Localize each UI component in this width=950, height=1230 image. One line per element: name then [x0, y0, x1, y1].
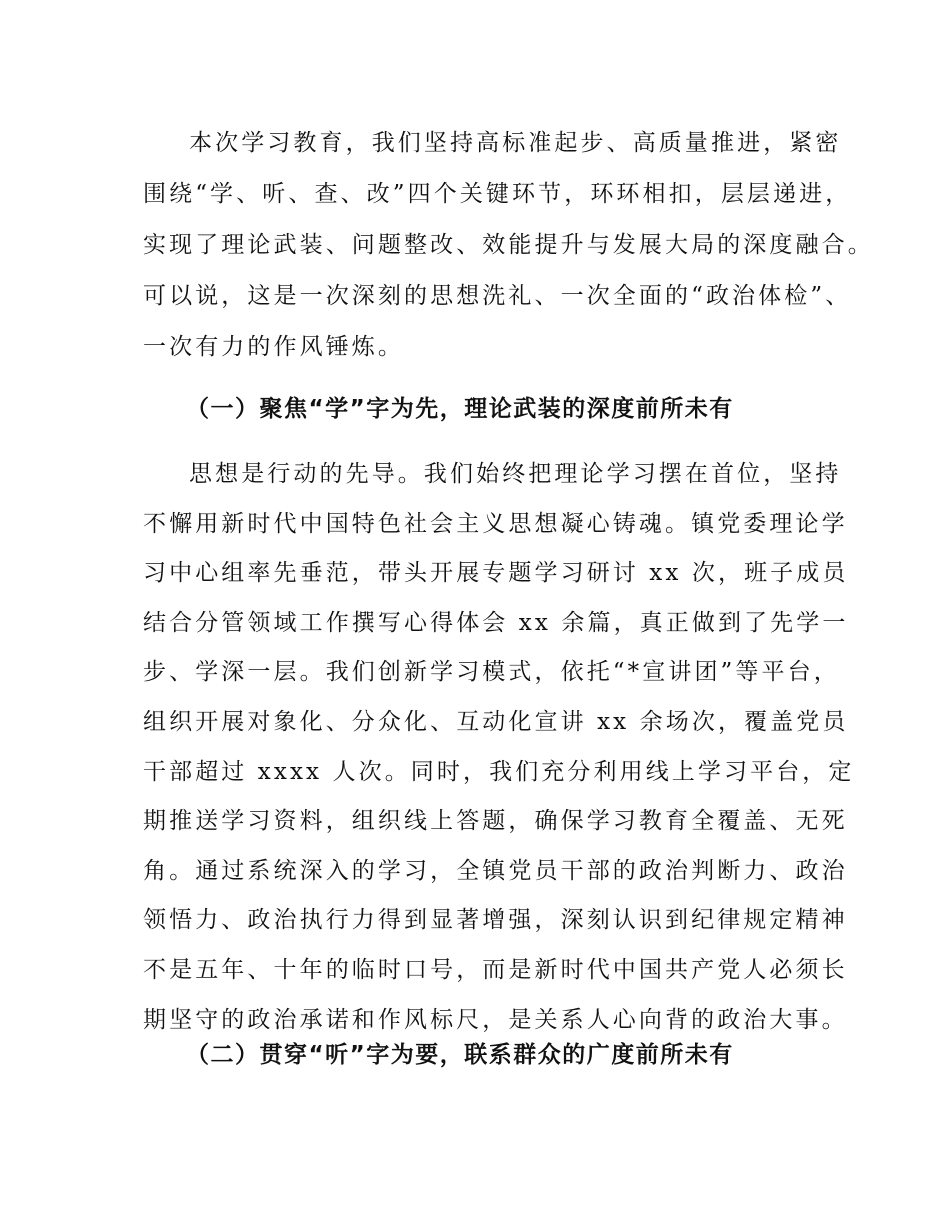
intro-line-2: 围绕“学、听、查、改”四个关键环节，环环相扣，层层递进， — [143, 181, 852, 207]
section-1-line-6: 组织开展对象化、分众化、互动化宣讲 xx 余场次，覆盖党员 — [143, 709, 849, 735]
section-1-line-7: 干部超过 xxxx 人次。同时，我们充分利用线上学习平台，定 — [143, 759, 855, 785]
intro-line-1: 本次学习教育，我们坚持高标准起步、高质量推进，紧密 — [189, 130, 842, 156]
section-1-line-8: 期推送学习资料，组织线上答题，确保学习教育全覆盖、无死 — [143, 808, 848, 834]
section-2-heading: （二）贯穿“听”字为要，联系群众的广度前所未有 — [186, 1042, 734, 1068]
section-1-line-1: 思想是行动的先导。我们始终把理论学习摆在首位，坚持 — [189, 461, 842, 487]
intro-line-3: 实现了理论武装、问题整改、效能提升与发展大局的深度融合。 — [143, 232, 874, 258]
section-1-line-2: 不懈用新时代中国特色社会主义思想凝心铸魂。镇党委理论学 — [143, 511, 848, 537]
intro-line-5: 一次有力的作风锤炼。 — [143, 334, 404, 360]
section-1-line-11: 不是五年、十年的临时口号，而是新时代中国共产党人必须长 — [143, 957, 848, 983]
section-1-line-9: 角。通过系统深入的学习，全镇党员干部的政治判断力、政治 — [143, 858, 848, 884]
section-1-line-4: 结合分管领域工作撰写心得体会 xx 余篇，真正做到了先学一 — [143, 610, 849, 636]
section-1-heading: （一）聚焦“学”字为先，理论武装的深度前所未有 — [186, 396, 734, 422]
section-1-line-3: 习中心组率先垂范，带头开展专题学习研讨 xx 次，班子成员 — [143, 560, 849, 586]
intro-line-4: 可以说，这是一次深刻的思想洗礼、一次全面的“政治体检”、 — [143, 283, 852, 309]
section-1-line-12: 期坚守的政治承诺和作风标尺，是关系人心向背的政治大事。 — [143, 1007, 848, 1033]
section-1-line-10: 领悟力、政治执行力得到显著增强，深刻认识到纪律规定精神 — [143, 907, 848, 933]
section-1-line-5: 步、学深一层。我们创新学习模式，依托“*宣讲团”等平台， — [143, 659, 840, 685]
